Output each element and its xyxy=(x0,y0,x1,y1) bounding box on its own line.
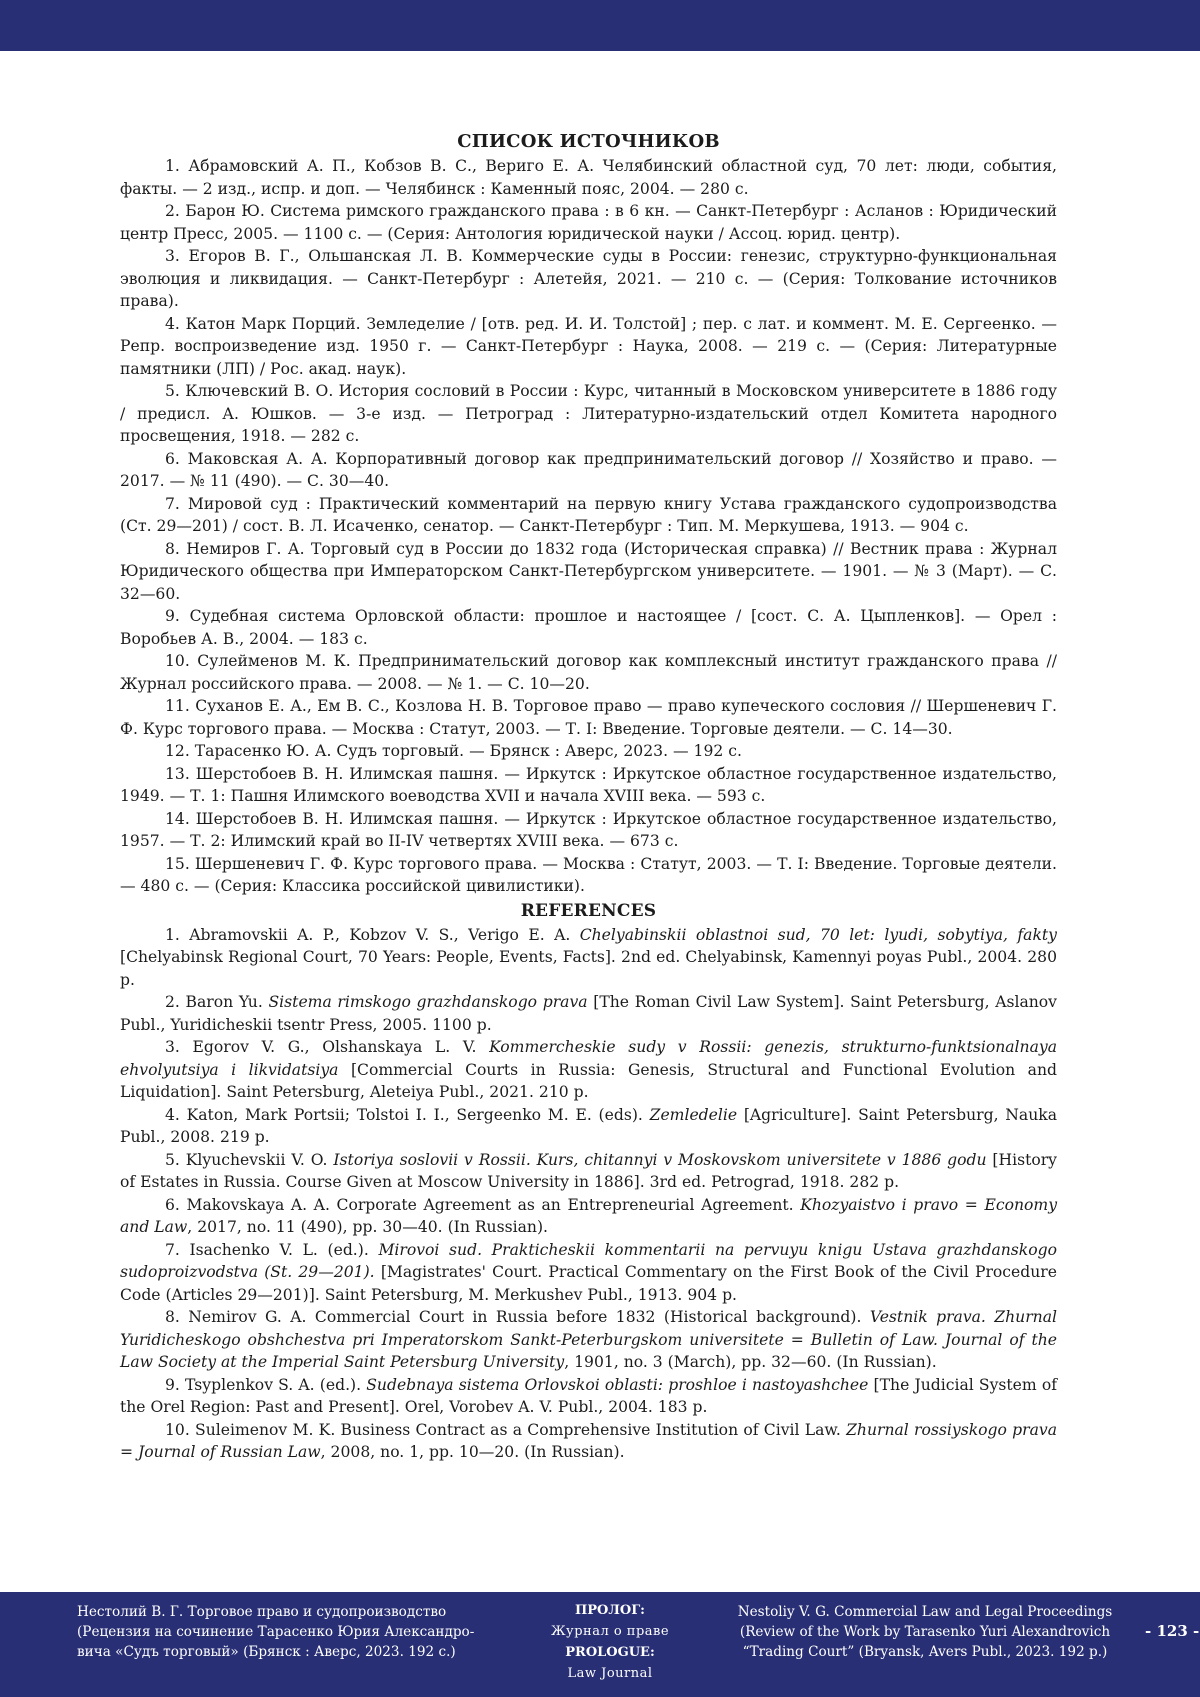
sources-heading: СПИСОК ИСТОЧНИКОВ xyxy=(457,131,720,152)
entry-title: Mirovoi sud. Prakticheskii kommentarii na pervuyu knigu Ustava grazhdanskogo sudoproizvodstva (St. 29—201). xyxy=(120,1240,1057,1281)
footer-citation-en xyxy=(725,1602,1125,1662)
footer-line: Nestoliy V. G. Commercial Law and Legal Proceedings xyxy=(737,1604,1113,1620)
en-reference-entry xyxy=(120,1194,1057,1239)
ru-reference-entry: 6. Маковская А. А. Корпоративный договор как предпринимательский договор // Хозяйство и право. — 2017. — № 11 (490). — С. 30—40. xyxy=(120,449,1057,490)
en-reference-entry xyxy=(120,1036,1057,1104)
header-bar xyxy=(0,0,1200,51)
footer-line: “Trading Court” (Bryansk, Avers Publ., 2023. 192 p.) xyxy=(742,1644,1108,1660)
entry-text: 4. Katon, Mark Portsii; Tolstoi I. I., Sergeenko M. E. (eds). xyxy=(165,1105,650,1124)
entry-text: 7. Isachenko V. L. (ed.). xyxy=(165,1240,379,1259)
footer-line: Нестолий В. Г. Торговое право и судопроизводство xyxy=(77,1604,447,1620)
article-body xyxy=(120,131,1057,1464)
en-reference-entry xyxy=(120,1374,1057,1419)
entry-text: [History of Estates in Russia. Course Given at Moscow University in 1886]. 3rd ed. Petrograd, 1918. 282 p. xyxy=(120,1150,1057,1191)
entry-text: [Chelyabinsk Regional Court, 70 Years: People, Events, Facts]. 2nd ed. Chelyabinsk, Kamennyi poyas Publ., 2004. 280 p. xyxy=(120,948,1057,989)
references-heading: REFERENCES xyxy=(520,900,657,921)
journal-en-title: PROLOGUE: xyxy=(565,1645,655,1660)
entry-text: [The Roman Civil Law System]. Saint Petersburg, Aslanov Publ., Yuridicheskii tsentr Press, 2005. 1100 p. xyxy=(120,993,1057,1034)
ru-reference-list xyxy=(120,155,1057,898)
page-number: - 123 - xyxy=(1145,1622,1200,1640)
ru-reference-entry: 14. Шерстобоев В. Н. Илимская пашня. — Иркутск : Иркутское областное государственное издательство, 1957. — Т. 2: Илимский край во II-IV четвертях XVIII века. — 673 с. xyxy=(120,809,1057,850)
en-reference-entry xyxy=(120,1104,1057,1149)
entry-title: Chelyabinskii oblastnoi sud, 70 let: lyudi, sobytiya, fakty xyxy=(579,925,1057,944)
ru-reference-entry: 1. Абрамовский А. П., Кобзов В. С., Вериго Е. А. Челябинский областной суд, 70 лет: люди, события, факты. — 2 изд., испр. и доп. — Челябинск : Каменный пояс, 2004. — 280 с. xyxy=(120,157,1057,198)
entry-title: Istoriya soslovii v Rossii. Kurs, chitannyi v Moskovskom universitete v 1886 godu xyxy=(333,1150,987,1169)
entry-text: 2. Baron Yu. xyxy=(165,993,269,1011)
journal-ru-subtitle: Журнал о праве xyxy=(550,1624,670,1639)
entry-text: [Agriculture]. Saint Petersburg, Nauka Publ., 2008. 219 p. xyxy=(120,1105,1057,1146)
ru-reference-entry: 10. Сулейменов М. К. Предпринимательский договор как комплексный институт гражданского права // Журнал российского права. — 2008. — № 1. — С. 10—20. xyxy=(120,652,1057,693)
entry-text: 8. Nemirov G. A. Commercial Court in Russia before 1832 (Historical background). xyxy=(165,1308,870,1326)
entry-title: Khozyaistvo i pravo = Economy and Law xyxy=(120,1195,1058,1236)
entry-text: [Commercial Courts in Russia: Genesis, Structural and Functional Evolution and Liquidation]. Saint Petersburg, Aleteiya Publ., 2021. 210 p. xyxy=(120,1060,1057,1101)
entry-text: 5. Klyuchevskii V. O. xyxy=(165,1150,334,1169)
footer-line: вича «Судъ торговый» (Брянск : Аверс, 2023. 192 с.) xyxy=(77,1644,456,1660)
entry-text: 1. Abramovskii A. P., Kobzov V. S., Verigo E. A. xyxy=(165,925,580,944)
ru-reference-entry: 2. Барон Ю. Система римского гражданского права : в 6 кн. — Санкт-Петербург : Асланов : Юридический центр Пресс, 2005. — 1100 с. — (Серия: Антология юридической науки / Ассоц. юрид. центр). xyxy=(120,202,1057,243)
entry-text: , 2017, no. 11 (490), pp. 30—40. (In Russian). xyxy=(187,1218,548,1236)
entry-text: [Magistrates' Court. Practical Commentary on the First Book of the Civil Procedure Code (Articles 29—201)]. Saint Petersburg, M. Merkushev Publ., 1913. 904 p. xyxy=(120,1263,1057,1304)
ru-reference-entry: 13. Шерстобоев В. Н. Илимская пашня. — Иркутск : Иркутское областное государственное издательство, 1949. — Т. 1: Пашня Илимского воеводства XVII и начала XVIII века. — 593 с. xyxy=(120,764,1057,805)
ru-reference-entry: 12. Тарасенко Ю. А. Судъ торговый. — Брянск : Аверс, 2023. — 192 с. xyxy=(165,742,742,760)
en-reference-entry xyxy=(120,1419,1057,1464)
entry-title: Sudebnaya sistema Orlovskoi oblasti: proshloe i nastoyashchee xyxy=(366,1375,869,1394)
en-reference-entry xyxy=(120,1306,1057,1374)
footer-bar xyxy=(0,1592,1200,1697)
entry-title: Zhurnal rossiyskogo prava = Journal of Russian Law xyxy=(120,1420,1057,1461)
journal-name xyxy=(500,1600,720,1684)
entry-text: 3. Egorov V. G., Olshanskaya L. V. xyxy=(165,1038,490,1056)
entry-title: Vestnik prava. Zhurnal Yuridicheskogo obshchestva pri Imperatorskom Sankt-Peterburgskom universitete = Bulletin of Law. Journal of the Law Society at the Imperial Saint Petersburg University xyxy=(120,1308,1058,1371)
footer-line: (Рецензия на сочинение Тарасенко Юрия Александро- xyxy=(77,1624,475,1640)
ru-reference-entry: 15. Шершеневич Г. Ф. Курс торгового права. — Москва : Статут, 2003. — Т. I: Введение. Торговые деятели. — 480 с. — (Серия: Классика российской цивилистики). xyxy=(120,854,1057,895)
en-reference-entry xyxy=(120,991,1057,1036)
en-reference-entry xyxy=(120,1149,1057,1194)
entry-title: Zemledelie xyxy=(649,1105,738,1124)
journal-en-subtitle: Law Journal xyxy=(567,1666,653,1681)
entry-text: 10. Suleimenov M. K. Business Contract as a Comprehensive Institution of Civil Law. xyxy=(165,1420,847,1439)
entry-text: , 1901, no. 3 (March), pp. 32—60. (In Russian). xyxy=(564,1353,937,1371)
entry-text: 6. Makovskaya A. A. Corporate Agreement as an Entrepreneurial Agreement. xyxy=(165,1195,801,1214)
en-reference-list xyxy=(120,924,1057,1464)
ru-reference-entry: 5. Ключевский В. О. История сословий в России : Курс, читанный в Московском университете в 1886 году / предисл. А. Юшков. — 3-е изд. — Петроград : Литературно-издательский отдел Комитета народного просвещения, 1918. — 282 с. xyxy=(120,382,1057,445)
entry-text: [The Judicial System of the Orel Region: Past and Present]. Orel, Vorobev A. V. Publ., 2004. 183 p. xyxy=(120,1375,1057,1416)
ru-reference-entry: 9. Судебная система Орловской области: прошлое и настоящее / [сост. С. А. Цыпленков]. — Орел : Воробьев А. В., 2004. — 183 с. xyxy=(120,607,1057,648)
footer-citation-ru xyxy=(77,1602,477,1662)
entry-text: 9. Tsyplenkov S. A. (ed.). xyxy=(165,1375,367,1394)
ru-reference-entry: 4. Катон Марк Порций. Земледелие / [отв. ред. И. И. Толстой] ; пер. с лат. и коммент. М. Е. Сергеенко. — Репр. воспроизведение изд. 1950 г. — Санкт-Петербург : Наука, 2008. — 219 с. — (Серия: Литературные памятники (ЛП) / Рос. акад. наук). xyxy=(120,314,1057,378)
ru-reference-entry: 11. Суханов Е. А., Ем В. С., Козлова Н. В. Торговое право — право купеческого сословия // Шершеневич Г. Ф. Курс торгового права. — Москва : Статут, 2003. — Т. I: Введение. Торговые деятели. — С. 14—30. xyxy=(120,697,1057,738)
ru-reference-entry: 7. Мировой суд : Практический комментарий на первую книгу Устава гражданского судопроизводства (Ст. 29—201) / сост. В. Л. Исаченко, сенатор. — Санкт-Петербург : Тип. М. Меркушева, 1913. — 904 с. xyxy=(120,494,1057,535)
entry-title: Sistema rimskogo grazhdanskogo prava xyxy=(268,993,588,1011)
entry-text: , 2008, no. 1, pp. 10—20. (In Russian). xyxy=(320,1443,625,1461)
entry-title: Kommercheskie sudy v Rossii: genezis, strukturno-funktsionalnaya ehvolyutsiya i likvidatsiya xyxy=(120,1038,1057,1079)
ru-reference-entry: 8. Немиров Г. А. Торговый суд в России до 1832 года (Историческая справка) // Вестник права : Журнал Юридического общества при Императорском Санкт-Петербургском университете. — 1901. — № 3 (Март). — С. 32—60. xyxy=(120,539,1057,603)
journal-ru-title: ПРОЛОГ: xyxy=(575,1603,645,1618)
en-reference-entry xyxy=(120,1239,1057,1307)
en-reference-entry xyxy=(120,924,1057,992)
footer-line: (Review of the Work by Tarasenko Yuri Alexandrovich xyxy=(739,1624,1111,1640)
ru-reference-entry: 3. Егоров В. Г., Ольшанская Л. В. Коммерческие суды в России: генезис, структурно-функциональная эволюция и ликвидация. — Санкт-Петербург : Алетейя, 2021. — 210 с. — (Серия: Толкование источников права). xyxy=(120,247,1057,310)
